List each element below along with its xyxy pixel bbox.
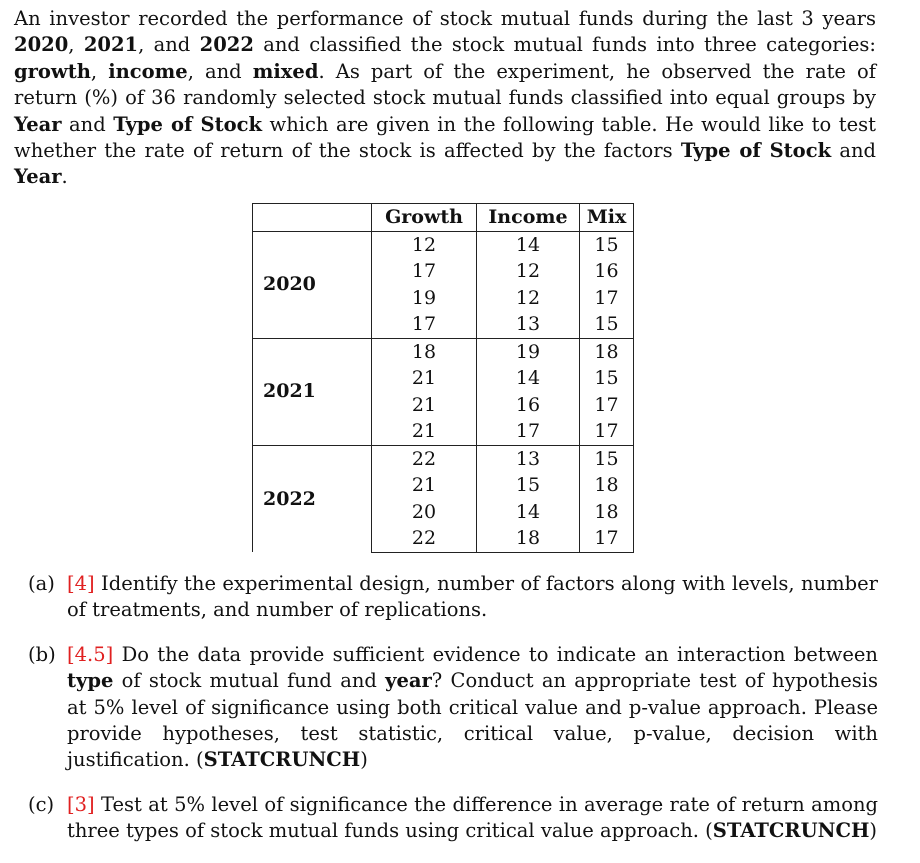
table-header-row xyxy=(253,204,634,232)
year-2022-bold: 2022 xyxy=(199,33,254,57)
table-cell: 17 xyxy=(372,258,477,285)
intro-text: , xyxy=(90,59,109,83)
marks-badge: [3] xyxy=(67,792,95,816)
table-cell: 14 xyxy=(477,231,580,258)
header-income: Income xyxy=(477,204,580,232)
table-cell: 17 xyxy=(580,418,634,445)
table-cell: 21 xyxy=(372,472,477,499)
intro-text: An investor recorded the performance of stock mutual funds during the last 3 years xyxy=(14,7,876,30)
table-cell: 19 xyxy=(477,338,580,365)
intro-text: and classified the stock mutual funds into three categories: xyxy=(253,33,876,57)
table-cell: 21 xyxy=(372,392,477,419)
table-cell: 15 xyxy=(580,231,634,258)
question-text: ) xyxy=(360,748,368,772)
question-text: Test at 5% level of significance the difference in average rate of return among three types of stock mutual funds using critical value approach. ( xyxy=(67,792,878,843)
emphasis-statcrunch: STATCRUNCH xyxy=(712,819,870,843)
table-cell: 15 xyxy=(580,311,634,338)
table-cell: 17 xyxy=(580,525,634,552)
table-row xyxy=(253,445,634,472)
table-cell: 21 xyxy=(372,365,477,392)
table-cell: 15 xyxy=(477,472,580,499)
table-cell: 12 xyxy=(477,285,580,312)
table-row xyxy=(253,231,634,258)
question-a xyxy=(28,571,878,624)
year-2020-bold: 2020 xyxy=(14,33,69,57)
table-cell: 21 xyxy=(372,418,477,445)
question-list xyxy=(28,571,878,863)
table-row xyxy=(253,338,634,365)
table-cell: 14 xyxy=(477,365,580,392)
table-cell: 18 xyxy=(477,525,580,552)
question-text: of stock mutual fund and xyxy=(113,669,386,693)
category-mixed: mixed xyxy=(252,59,319,83)
year-label-2020: 2020 xyxy=(253,231,372,338)
table-cell: 14 xyxy=(477,499,580,526)
intro-text: , xyxy=(68,33,84,57)
intro-text: and xyxy=(831,139,876,163)
table-cell: 20 xyxy=(372,499,477,526)
question-text: ? Conduct an appropriate test of hypothesis at 5% level of significance using both critical value and p-value approach. Please provide hypotheses, test statistic, critical value, p-value, decision with justification. ( xyxy=(67,669,878,772)
year-label-2022: 2022 xyxy=(253,445,372,552)
problem-statement xyxy=(14,6,876,191)
question-text: ) xyxy=(869,819,878,843)
intro-text: . As part of the experiment, he observed the rate of return (%) of 36 randomly selected stock mutual funds classified into equal groups by xyxy=(14,59,876,110)
factor-year: Year xyxy=(14,112,62,136)
factor-type-of-stock: Type of Stock xyxy=(113,112,263,136)
table-cell: 12 xyxy=(477,258,580,285)
table-cell: 17 xyxy=(580,392,634,419)
table-cell: 12 xyxy=(372,231,477,258)
table-cell: 18 xyxy=(580,499,634,526)
marks-badge: [4.5] xyxy=(67,642,114,666)
table-cell: 18 xyxy=(580,472,634,499)
intro-text: and xyxy=(61,112,114,136)
emphasis-type: type xyxy=(67,669,114,693)
emphasis-year: year xyxy=(385,669,432,693)
table-cell: 17 xyxy=(372,311,477,338)
header-growth: Growth xyxy=(372,204,477,232)
table-cell: 18 xyxy=(580,338,634,365)
table-cell: 17 xyxy=(477,418,580,445)
table-corner-header xyxy=(253,204,372,232)
question-text: Do the data provide sufficient evidence to indicate an interaction between xyxy=(113,642,878,666)
table-cell: 15 xyxy=(580,365,634,392)
factor-type-of-stock: Type of Stock xyxy=(680,139,832,163)
category-income: income xyxy=(108,59,188,83)
question-label: (a) xyxy=(28,572,55,595)
factor-year: Year xyxy=(14,165,62,189)
table-cell: 17 xyxy=(580,285,634,312)
table-cell: 16 xyxy=(580,258,634,285)
year-2021-bold: 2021 xyxy=(83,33,139,57)
intro-text: , and xyxy=(187,59,253,83)
question-label: (b) xyxy=(28,642,56,666)
intro-text: which are given in the following table. He would like to test whether the rate of return of the stock is affected by the factors xyxy=(14,112,876,163)
table-cell: 22 xyxy=(372,445,477,472)
question-c xyxy=(28,792,878,845)
marks-badge: [4] xyxy=(67,572,95,595)
table-cell: 22 xyxy=(372,525,477,552)
table-cell: 18 xyxy=(372,338,477,365)
table-cell: 16 xyxy=(477,392,580,419)
table-cell: 15 xyxy=(580,445,634,472)
returns-table xyxy=(252,203,634,553)
table-cell: 13 xyxy=(477,311,580,338)
table-cell: 19 xyxy=(372,285,477,312)
emphasis-statcrunch: STATCRUNCH xyxy=(203,748,361,772)
category-growth: growth xyxy=(14,59,91,83)
question-b xyxy=(28,642,878,774)
question-text: Identify the experimental design, number of factors along with levels, number of treatments, and number of replications. xyxy=(67,572,878,622)
header-mix: Mix xyxy=(580,204,634,232)
intro-text: , and xyxy=(138,33,200,57)
question-label: (c) xyxy=(28,792,55,816)
intro-text: . xyxy=(61,165,68,189)
year-label-2021: 2021 xyxy=(253,338,372,445)
table-cell: 13 xyxy=(477,445,580,472)
